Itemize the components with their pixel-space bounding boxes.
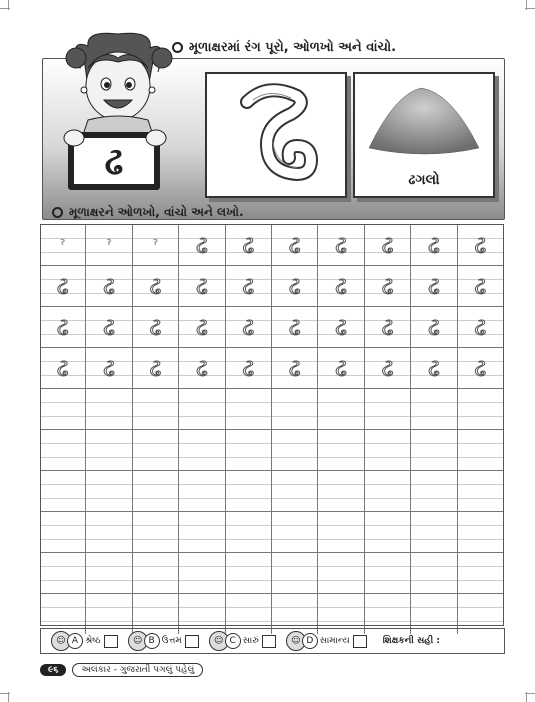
write-cell[interactable] <box>40 430 85 470</box>
trace-cell: ઢ <box>271 307 317 347</box>
write-cell[interactable] <box>132 389 178 429</box>
write-cell[interactable] <box>132 553 178 593</box>
write-cell[interactable] <box>317 553 363 593</box>
grade-label: સારું <box>242 636 259 646</box>
trace-cell: ઢ <box>271 348 317 388</box>
write-cell[interactable] <box>225 553 271 593</box>
trace-cell: ઢ <box>457 348 503 388</box>
write-cell[interactable] <box>132 471 178 511</box>
trace-cell: ઢ <box>317 225 363 265</box>
write-cell[interactable] <box>178 389 224 429</box>
trace-cell: ઢ <box>56 313 69 341</box>
grade-c <box>209 631 276 651</box>
write-cell[interactable] <box>40 512 85 552</box>
write-cell[interactable] <box>271 553 317 593</box>
write-cell[interactable] <box>271 512 317 552</box>
grade-letter: D <box>302 633 318 649</box>
page-number: ૯૬ <box>40 664 66 676</box>
crop-mark <box>525 8 535 9</box>
trace-cell: ઢ <box>225 266 271 306</box>
trace-cell: ઢ <box>132 307 178 347</box>
write-cell[interactable] <box>271 471 317 511</box>
write-cell[interactable] <box>271 430 317 470</box>
smiley-icon: ☺ <box>51 631 71 651</box>
trace-cell: ˀ <box>60 237 66 253</box>
write-cell[interactable] <box>457 512 503 552</box>
crop-mark <box>0 8 10 9</box>
grade-checkbox[interactable] <box>353 635 367 648</box>
writing-practice-grid <box>40 224 503 634</box>
grade-checkbox[interactable] <box>104 635 118 648</box>
trace-cell: ઢ <box>457 225 503 265</box>
slate-letter: ઢ <box>74 138 154 184</box>
grade-label: શ્રેષ્ઠ <box>85 636 101 646</box>
trace-cell: ઢ <box>178 266 224 306</box>
trace-cell: ઢ <box>271 266 317 306</box>
write-cell[interactable] <box>40 389 85 429</box>
write-cell[interactable] <box>132 512 178 552</box>
instruction-heading-1: મૂળાક્ષરમાં રંગ પૂરો, ઓળખો અને વાંચો. <box>172 40 396 55</box>
practice-row-blank <box>40 388 503 429</box>
trace-cell: ˀ <box>132 225 178 265</box>
bullet-icon <box>52 207 63 218</box>
grade-letter: C <box>225 633 241 649</box>
write-cell[interactable] <box>410 553 456 593</box>
write-cell[interactable] <box>271 389 317 429</box>
trace-cell: ઢ <box>317 348 363 388</box>
practice-row-blank <box>40 470 503 511</box>
write-cell[interactable] <box>457 553 503 593</box>
trace-cell: ઢ <box>410 266 456 306</box>
write-cell[interactable] <box>317 430 363 470</box>
heap-illustration <box>355 74 493 164</box>
trace-cell: ઢ <box>457 266 503 306</box>
write-cell[interactable] <box>85 471 131 511</box>
trace-cell: ઢ <box>85 266 131 306</box>
write-cell[interactable] <box>410 389 456 429</box>
page-footer <box>40 662 203 678</box>
write-cell[interactable] <box>364 430 410 470</box>
write-cell[interactable] <box>364 553 410 593</box>
write-cell[interactable] <box>85 430 131 470</box>
write-cell[interactable] <box>364 471 410 511</box>
trace-cell: ઢ <box>178 307 224 347</box>
write-cell[interactable] <box>85 553 131 593</box>
practice-row-stroke <box>40 224 503 265</box>
write-cell[interactable] <box>178 430 224 470</box>
trace-cell: ઢ <box>85 348 131 388</box>
write-cell[interactable] <box>457 389 503 429</box>
trace-cell: ઢ <box>85 307 131 347</box>
teacher-signature-label: શિક્ષકની સહી : <box>382 636 440 646</box>
practice-row-blank <box>40 552 503 593</box>
letter-coloring-card <box>205 72 347 198</box>
grade-letter: B <box>144 633 160 649</box>
write-cell[interactable] <box>364 512 410 552</box>
trace-cell: ઢ <box>178 348 224 388</box>
trace-cell: ઢ <box>178 225 224 265</box>
grade-b <box>128 631 199 651</box>
write-cell[interactable] <box>410 471 456 511</box>
write-cell[interactable] <box>225 471 271 511</box>
trace-cell: ઢ <box>132 266 178 306</box>
hands-illustration <box>60 124 170 152</box>
trace-cell: ઢ <box>410 348 456 388</box>
trace-cell: ઢ <box>410 307 456 347</box>
practice-row-blank <box>40 429 503 470</box>
trace-cell: ઢ <box>225 225 271 265</box>
write-cell[interactable] <box>410 430 456 470</box>
trace-cell: ઢ <box>317 307 363 347</box>
practice-row-trace <box>40 347 503 388</box>
write-cell[interactable] <box>225 430 271 470</box>
write-cell[interactable] <box>132 430 178 470</box>
write-cell[interactable] <box>40 553 85 593</box>
write-cell[interactable] <box>40 471 85 511</box>
trace-cell: ઢ <box>410 225 456 265</box>
write-cell[interactable] <box>457 471 503 511</box>
trace-cell: ઢ <box>56 354 69 382</box>
trace-cell: ઢ <box>225 307 271 347</box>
trace-cell: ઢ <box>364 307 410 347</box>
trace-cell: ઢ <box>364 348 410 388</box>
grade-a <box>51 631 118 651</box>
trace-cell: ઢ <box>364 266 410 306</box>
grade-checkbox[interactable] <box>185 635 199 648</box>
trace-cell: ˀ <box>85 225 131 265</box>
trace-cell: ઢ <box>225 348 271 388</box>
instruction-heading-2: મૂળાક્ષરને ઓળખો, વાંચો અને લખો. <box>52 205 244 220</box>
write-cell[interactable] <box>225 389 271 429</box>
write-cell[interactable] <box>317 512 363 552</box>
trace-cell: ઢ <box>132 348 178 388</box>
trace-cell: ઢ <box>457 307 503 347</box>
grade-bar <box>40 628 505 654</box>
outline-letter-graphic <box>207 74 345 196</box>
write-cell[interactable] <box>457 430 503 470</box>
trace-cell: ઢ <box>317 266 363 306</box>
crop-mark <box>525 693 535 694</box>
practice-row-blank <box>40 511 503 552</box>
picture-card <box>353 72 495 198</box>
smiley-icon: ☺ <box>286 631 306 651</box>
trace-cell: ઢ <box>56 272 69 300</box>
write-cell[interactable] <box>178 512 224 552</box>
write-cell[interactable] <box>85 512 131 552</box>
write-cell[interactable] <box>410 512 456 552</box>
book-title: અલંકાર - ગુજરાતી પગલું પહેલું <box>72 663 203 677</box>
write-cell[interactable] <box>317 389 363 429</box>
girl-illustration <box>58 28 178 138</box>
smiley-icon: ☺ <box>209 631 229 651</box>
write-cell[interactable] <box>364 389 410 429</box>
grade-label: ઉત્તમ <box>161 636 182 646</box>
grade-label: સામાન્ય <box>319 636 350 646</box>
grade-letter: A <box>67 633 83 649</box>
picture-word: ઢગલો <box>408 172 440 188</box>
grade-checkbox[interactable] <box>262 635 276 648</box>
trace-cell: ઢ <box>271 225 317 265</box>
write-cell[interactable] <box>317 471 363 511</box>
grade-d <box>286 631 367 651</box>
write-cell[interactable] <box>178 553 224 593</box>
write-cell[interactable] <box>178 471 224 511</box>
smiley-icon: ☺ <box>128 631 148 651</box>
crop-mark <box>0 693 10 694</box>
write-cell[interactable] <box>85 389 131 429</box>
write-cell[interactable] <box>225 512 271 552</box>
practice-row-trace <box>40 306 503 347</box>
practice-row-trace <box>40 265 503 306</box>
trace-cell: ઢ <box>364 225 410 265</box>
